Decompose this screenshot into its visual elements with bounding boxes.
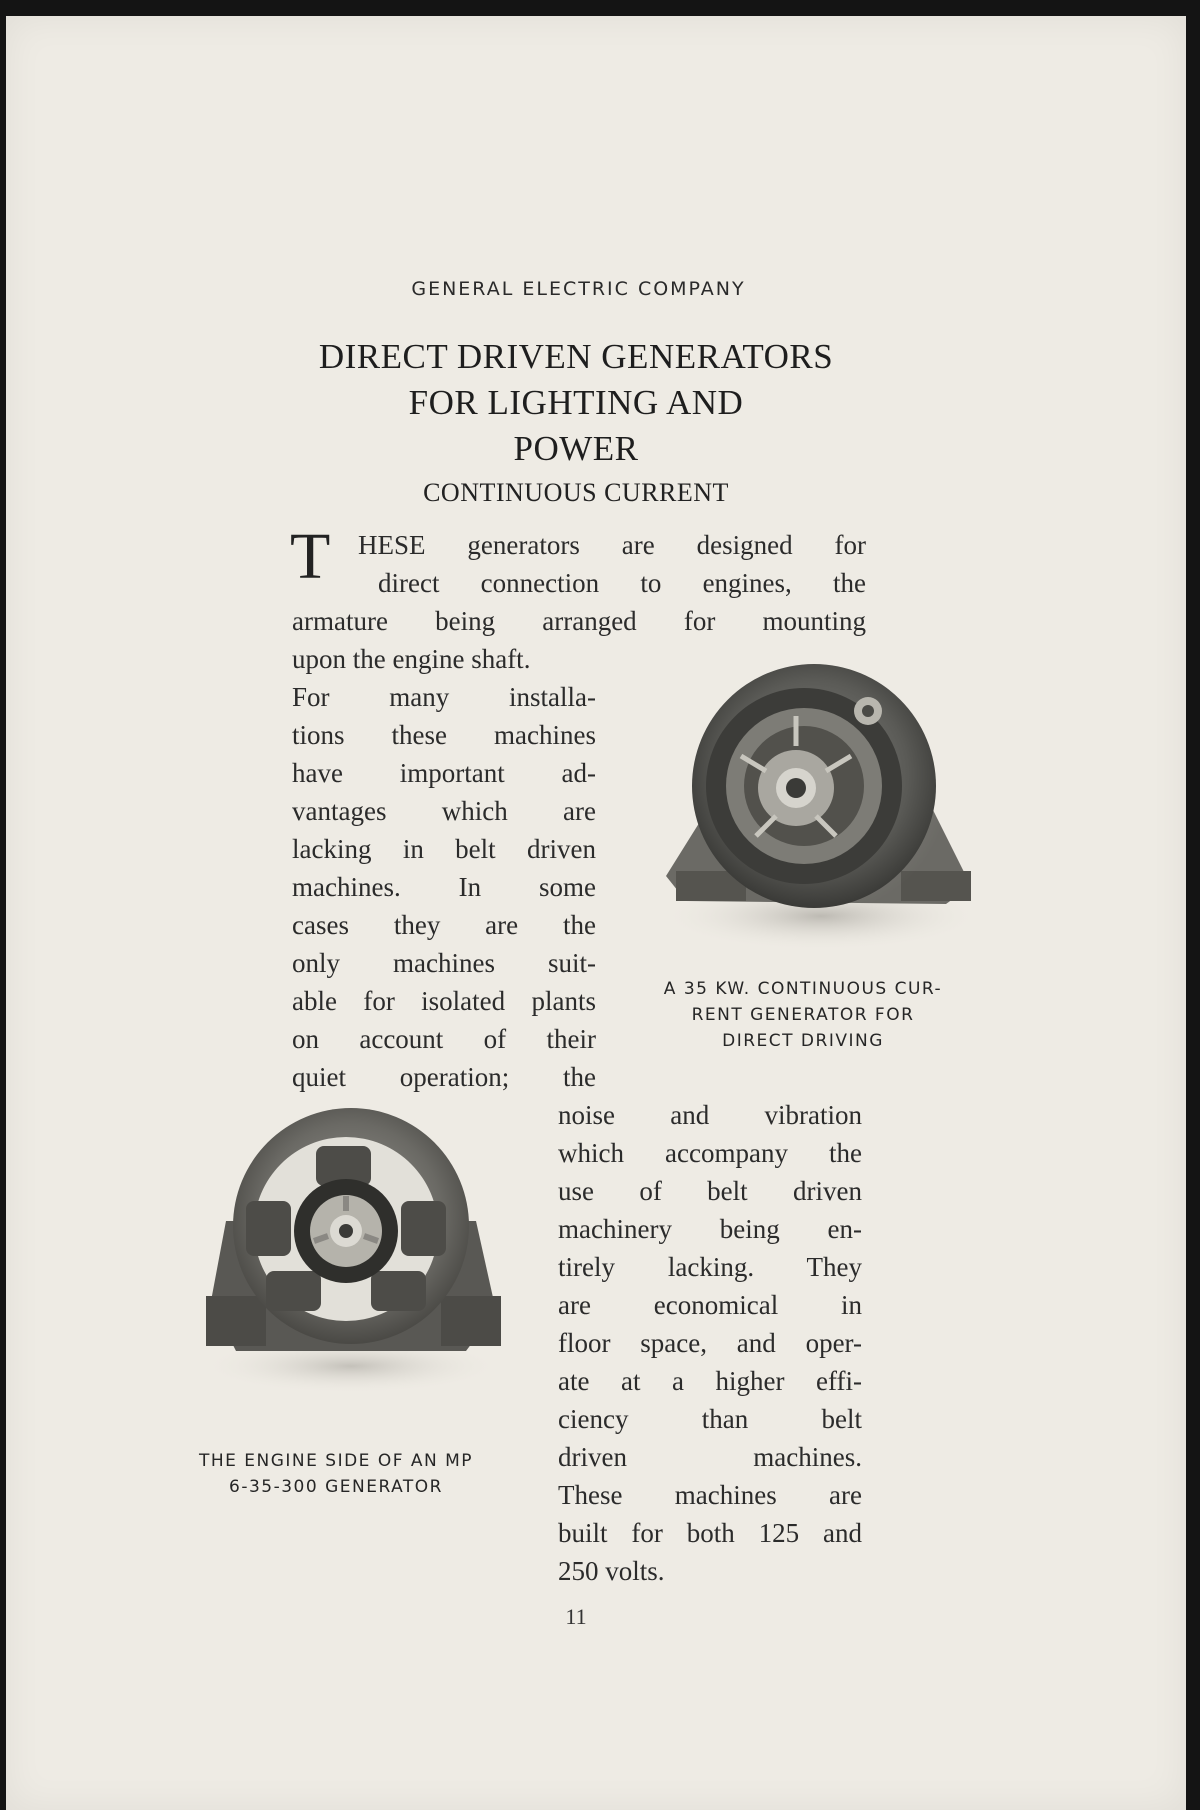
body-line: machines. In some: [292, 872, 596, 902]
body-line: upon the engine shaft.: [292, 644, 531, 674]
body-line: on account of their: [292, 1024, 596, 1054]
caption-right-line-2: RENT GENERATOR FOR: [691, 1005, 915, 1025]
drop-cap: T: [290, 520, 331, 593]
body-line: For many installa-: [292, 682, 596, 712]
body-line: have important ad-: [292, 758, 596, 788]
body-line: quiet operation; the: [292, 1062, 596, 1092]
body-line: floor space, and oper-: [558, 1328, 862, 1358]
body-line: These machines are: [558, 1480, 862, 1510]
caption-right: [618, 976, 988, 1054]
body-line: able for isolated plants: [292, 986, 596, 1016]
body-line: noise and vibration: [558, 1100, 862, 1130]
body-line: cases they are the: [292, 910, 596, 940]
body-line: tirely lacking. They: [558, 1252, 862, 1282]
book-page: [6, 16, 1186, 1810]
body-line: only machines suit-: [292, 948, 596, 978]
body-line: HESE generators are designed for: [358, 530, 866, 560]
caption-right-line-3: DIRECT DRIVING: [722, 1031, 884, 1051]
caption-left-line-2: 6-35-300 GENERATOR: [229, 1477, 443, 1497]
body-line: use of belt driven: [558, 1176, 862, 1206]
body-line: 250 volts.: [558, 1556, 665, 1586]
body-line: tions these machines: [292, 720, 596, 750]
title-line-2: FOR LIGHTING AND: [408, 383, 744, 422]
caption-left: [136, 1448, 536, 1500]
generator-photo-right: [646, 646, 986, 966]
body-line: direct connection to engines, the: [378, 568, 866, 598]
body-line: which accompany the: [558, 1138, 862, 1168]
page-number: 11: [565, 1604, 587, 1629]
body-line: ciency than belt: [558, 1404, 862, 1434]
body-line: built for both 125 and: [558, 1518, 862, 1548]
body-line: machinery being en-: [558, 1214, 862, 1244]
body-line: vantages which are: [292, 796, 596, 826]
page-title: [266, 334, 886, 472]
body-line: lacking in belt driven: [292, 834, 596, 864]
generator-photo-left: [186, 1101, 516, 1401]
caption-left-line-1: THE ENGINE SIDE OF AN MP: [198, 1451, 474, 1471]
title-line-3: POWER: [513, 429, 639, 468]
body-line: armature being arranged for mounting: [292, 606, 866, 636]
caption-right-line-1: A 35 KW. CONTINUOUS CUR-: [663, 979, 943, 999]
title-line-1: DIRECT DRIVEN GENERATORS: [318, 337, 834, 376]
body-line: are economical in: [558, 1290, 862, 1320]
body-line: ate at a higher effi-: [558, 1366, 862, 1396]
running-header: GENERAL ELECTRIC COMPANY: [411, 278, 746, 300]
section-subheading: CONTINUOUS CURRENT: [423, 478, 729, 507]
body-line: driven machines.: [558, 1442, 862, 1472]
